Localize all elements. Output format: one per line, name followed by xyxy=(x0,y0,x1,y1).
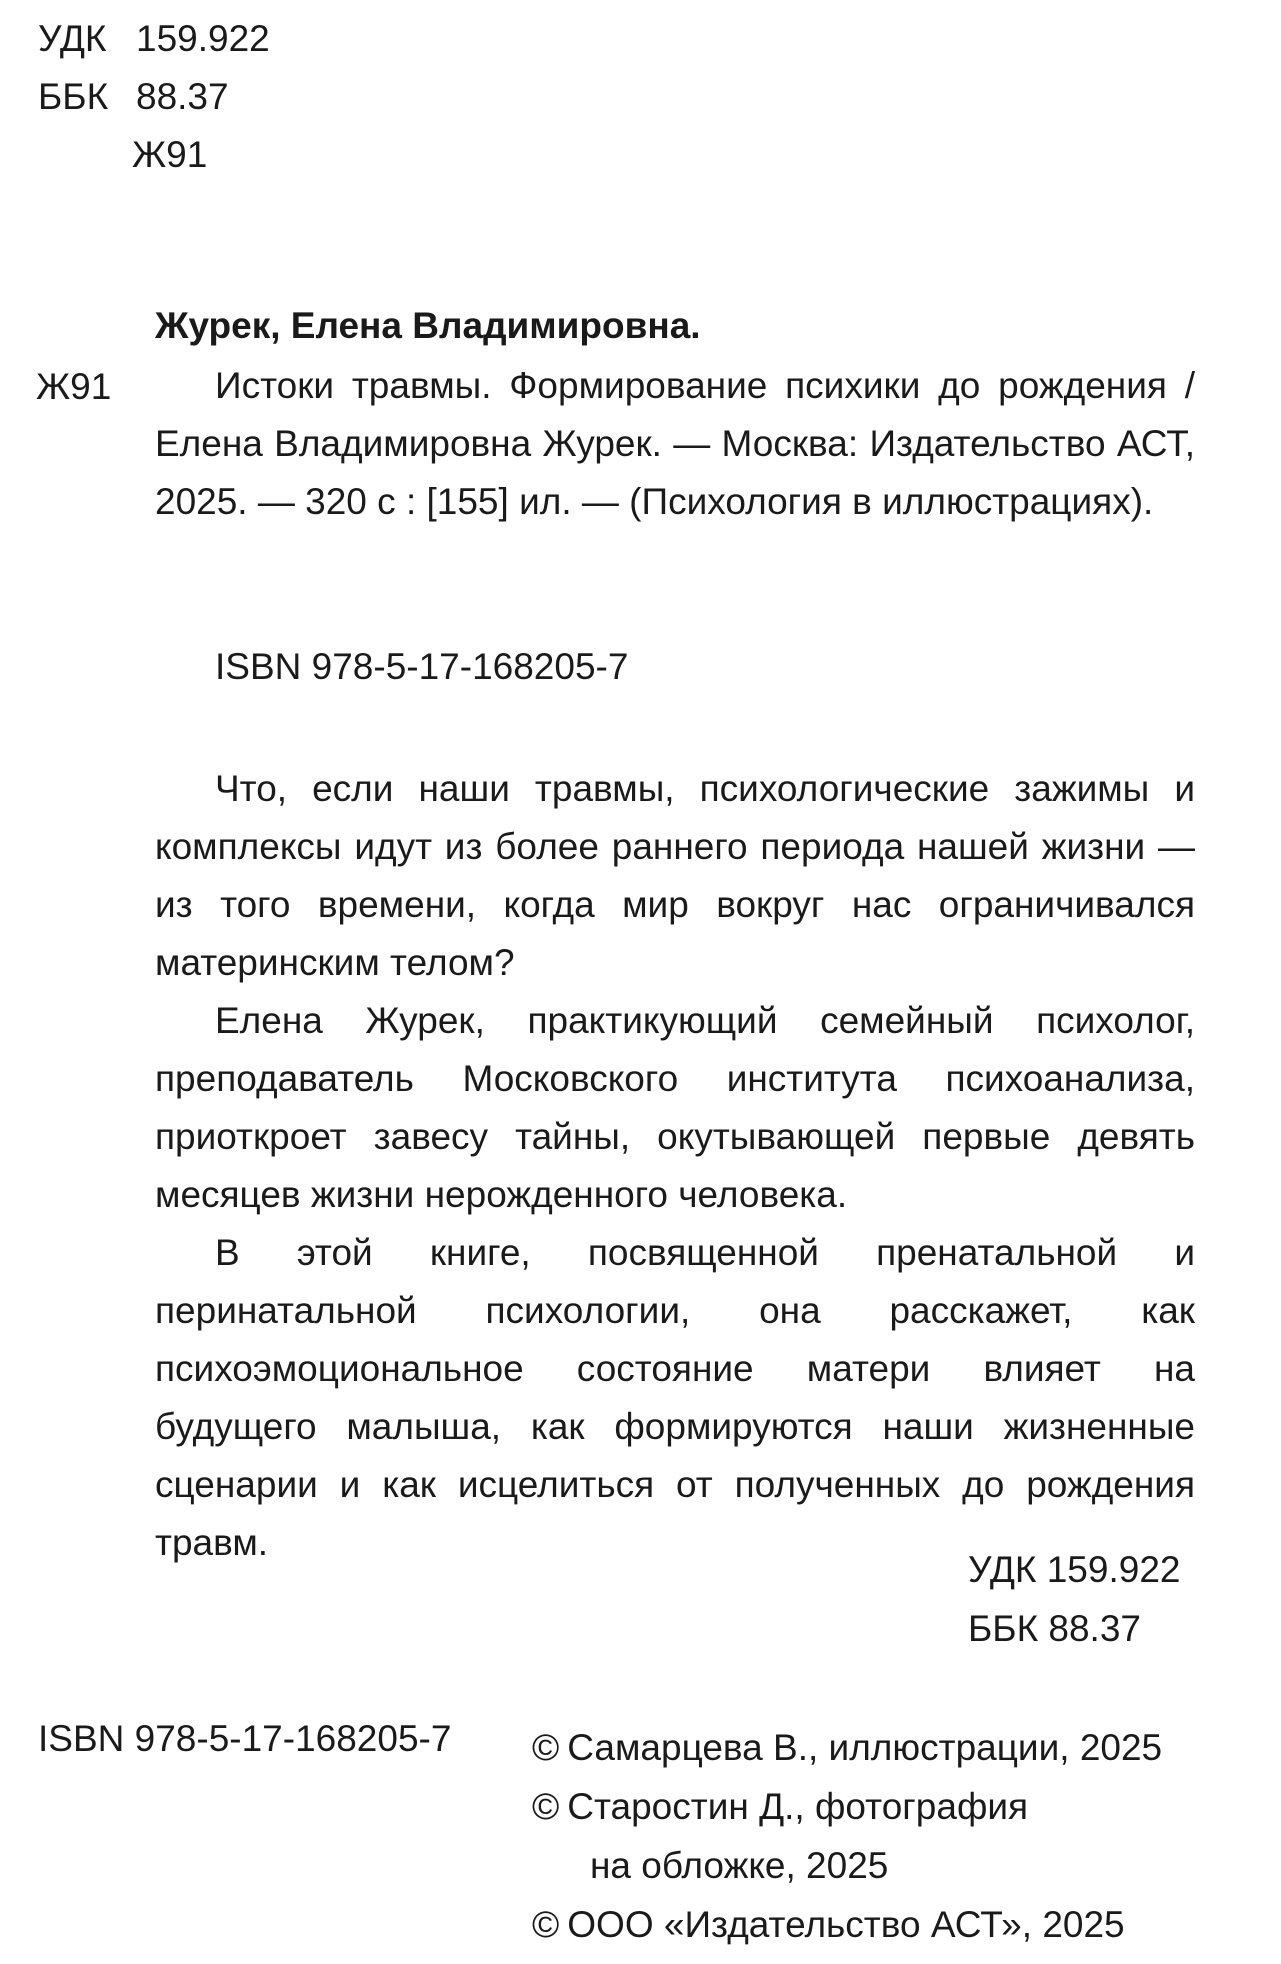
copyright-photo xyxy=(532,1777,1162,1836)
bbk-row xyxy=(38,68,270,126)
side-author-sign: Ж91 xyxy=(36,366,112,407)
copyright-illustrations-text: Самарцева В., иллюстрации, 2025 xyxy=(567,1727,1163,1768)
copyright-icon: © xyxy=(532,1904,560,1945)
isbn-footer: ISBN 978-5-17-168205-7 xyxy=(38,1718,452,1759)
copyright-publisher-text: ООО «Издательство АСТ», 2025 xyxy=(567,1904,1125,1945)
copyright-illustrations xyxy=(532,1718,1162,1777)
bbk-value: 88.37 xyxy=(136,76,229,117)
bbk-code: ББК 88.37 xyxy=(968,1608,1141,1649)
copyright-icon: © xyxy=(532,1786,560,1827)
copyright-publisher xyxy=(532,1895,1162,1954)
copyright-photo-text: Старостин Д., фотография xyxy=(567,1786,1029,1827)
isbn-main: ISBN 978-5-17-168205-7 xyxy=(215,646,629,687)
copyright-photo-continuation: на обложке, 2025 xyxy=(590,1845,889,1886)
udk-code: УДК 159.922 xyxy=(968,1549,1181,1590)
annotation xyxy=(155,760,1195,1572)
classification-block xyxy=(38,10,270,184)
annotation-paragraph: Что, если наши травмы, психологические зажимы и комплексы идут из более раннего периода нашей жизни — из того времени, когда мир вокруг нас ограничивался материнским телом? xyxy=(155,768,1195,983)
codes-right xyxy=(968,1540,1180,1658)
copyright-icon: © xyxy=(532,1727,560,1768)
bbk-label: ББК xyxy=(38,76,109,117)
annotation-paragraph: В этой книге, посвященной пренатальной и перинатальной психологии, она расскажет, как психоэмоциональное состояние матери влияет на будущего малыша, как формируются наши жизненные сценарии и как исцелиться от полученных до рождения травм. xyxy=(155,1232,1195,1563)
copyright-block xyxy=(532,1718,1162,1954)
annotation-paragraph: Елена Журек, практикующий семейный психолог, преподаватель Московского института психоанализа, приоткроет завесу тайны, окутывающей первые девять месяцев жизни нерожденного человека. xyxy=(155,1000,1195,1215)
udk-label: УДК xyxy=(38,18,107,59)
udk-row xyxy=(38,10,270,68)
author-heading: Журек, Елена Владимировна. xyxy=(155,305,701,346)
author-sign: Ж91 xyxy=(132,134,208,175)
udk-value: 159.922 xyxy=(136,18,270,59)
bibliographic-record: Истоки травмы. Формирование психики до рождения / Елена Владимировна Журек. — Москва: Издательство АСТ, 2025. — 320 с : [155] ил. — (Психология в иллюстрациях). xyxy=(155,365,1195,522)
